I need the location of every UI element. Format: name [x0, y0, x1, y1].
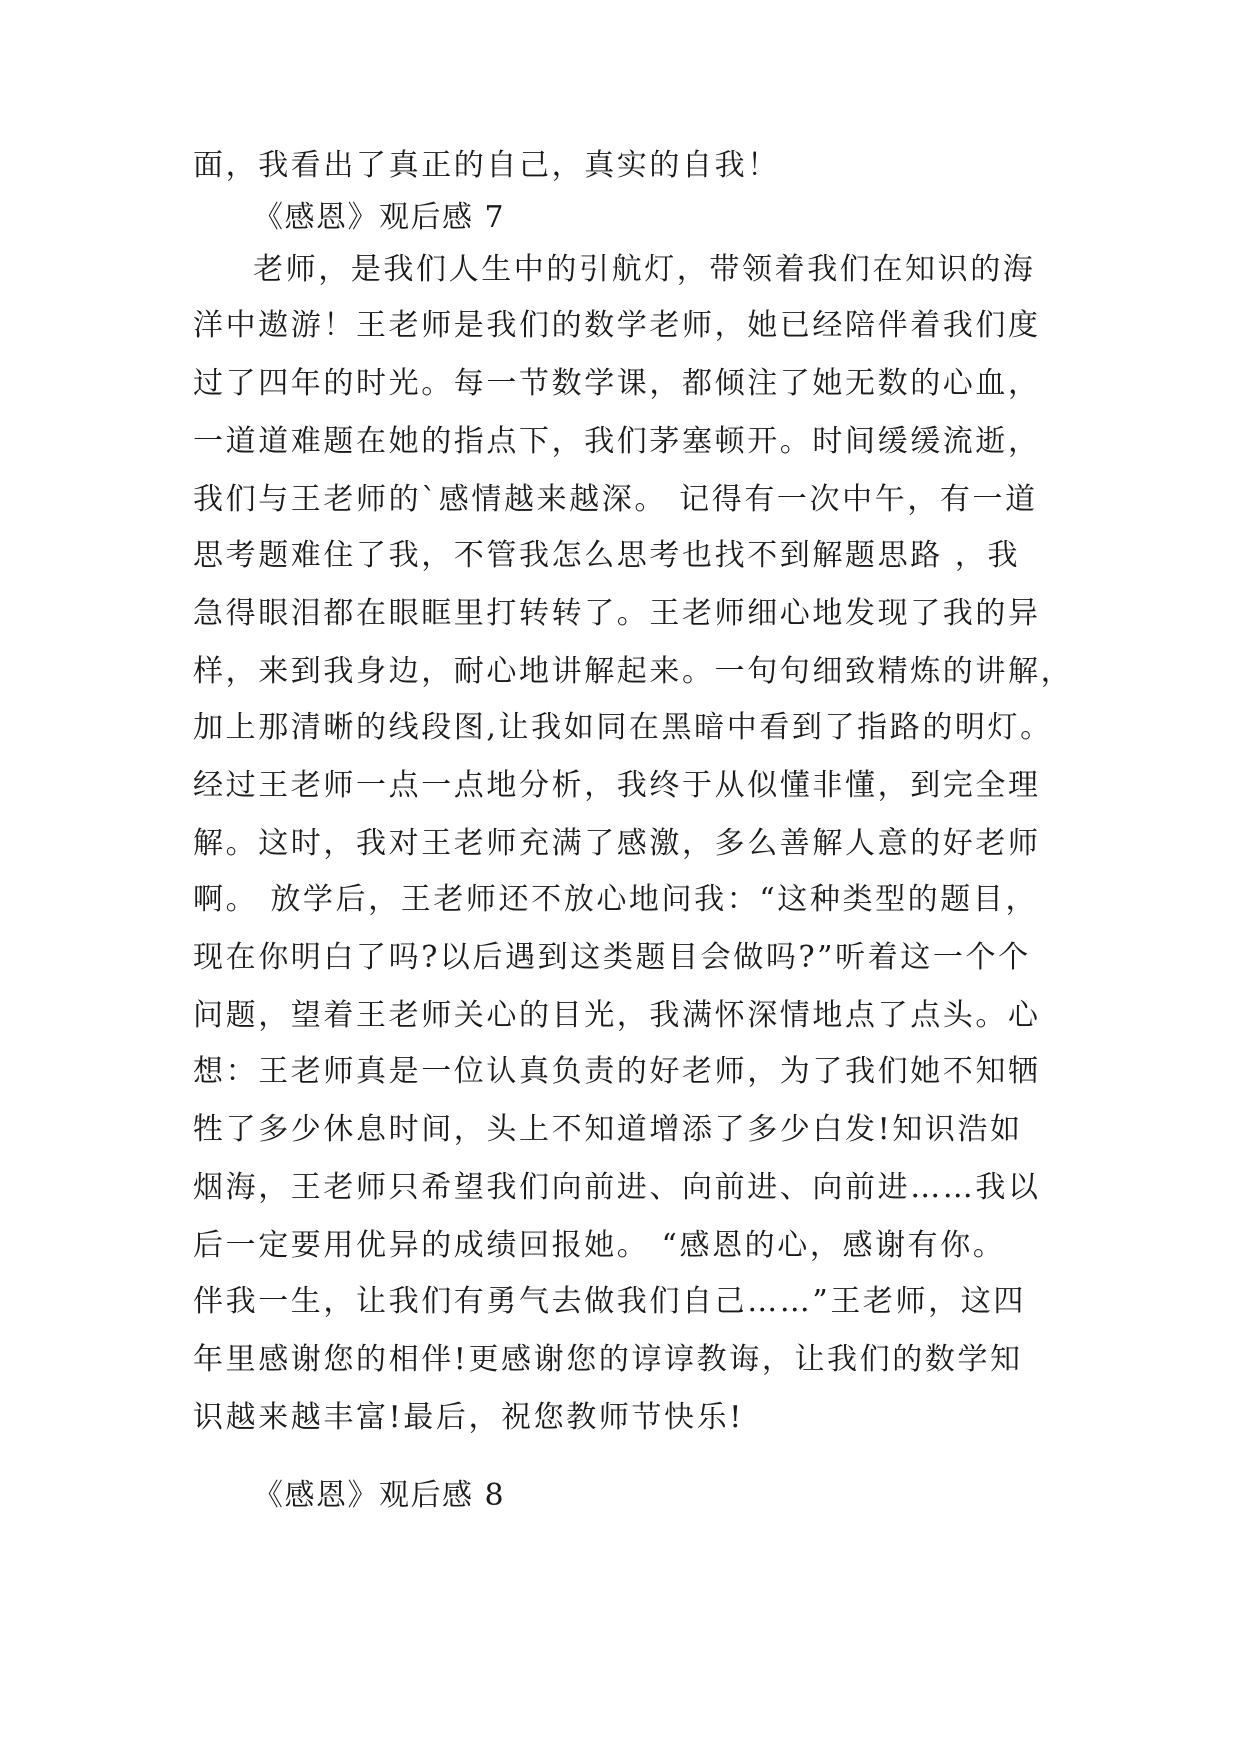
paragraph-line: 想：王老师真是一位认真负责的好老师，为了我们她不知牺 — [193, 1054, 1041, 1089]
section-heading: 《感恩》观后感 8 — [253, 1478, 506, 1513]
paragraph-line: 伴我一生，让我们有勇气去做我们自己……”王老师，这四 — [193, 1284, 1026, 1319]
paragraph-line: 面，我看出了真正的自己，真实的自我！ — [193, 148, 780, 183]
paragraph-line: 洋中遨游！王老师是我们的数学老师，她已经陪伴着我们度 — [193, 308, 1041, 343]
paragraph-line: 后一定要用优异的成绩回报她。 “感恩的心，感谢有你。 — [193, 1228, 1006, 1263]
paragraph-line: 问题，望着王老师关心的目光，我满怀深情地点了点头。心 — [193, 998, 1041, 1033]
paragraph-line: 过了四年的时光。每一节数学课，都倾注了她无数的心血， — [193, 366, 1041, 401]
paragraph-line: 急得眼泪都在眼眶里打转转了。王老师细心地发现了我的异 — [193, 596, 1041, 631]
paragraph-line: 思考题难住了我，不管我怎么思考也找不到解题思路 ，我 — [193, 538, 1021, 573]
paragraph-line: 加上那清晰的线段图,让我如同在黑暗中看到了指路的明灯。 — [193, 710, 1053, 745]
paragraph-line: 现在你明白了吗?以后遇到这类题目会做吗?”听着这一个个 — [193, 940, 1031, 975]
paragraph-line: 识越来越丰富!最后，祝您教师节快乐! — [193, 1400, 744, 1435]
paragraph-line: 解。这时，我对王老师充满了感激，多么善解人意的好老师 — [193, 826, 1041, 861]
paragraph-line: 烟海，王老师只希望我们向前进、向前进、向前进……我以 — [193, 1170, 1041, 1205]
section-heading: 《感恩》观后感 7 — [253, 200, 506, 235]
paragraph-line: 样，来到我身边，耐心地讲解起来。一句句细致精炼的讲解， — [193, 654, 1074, 689]
paragraph-line: 经过王老师一点一点地分析，我终于从似懂非懂，到完全理 — [193, 768, 1041, 803]
paragraph-line: 啊。 放学后，王老师还不放心地问我：“这种类型的题目， — [193, 882, 1039, 917]
paragraph-line: 老师，是我们人生中的引航灯，带领着我们在知识的海 — [253, 252, 1036, 287]
paragraph-line: 年里感谢您的相伴!更感谢您的谆谆教诲，让我们的数学知 — [193, 1342, 1023, 1377]
paragraph-line: 一道道难题在她的指点下，我们茅塞顿开。时间缓缓流逝， — [193, 424, 1041, 459]
paragraph-line: 我们与王老师的`感情越来越深。 记得有一次中午，有一道 — [193, 482, 1038, 517]
paragraph-line: 牲了多少休息时间，头上不知道增添了多少白发!知识浩如 — [193, 1112, 1023, 1147]
